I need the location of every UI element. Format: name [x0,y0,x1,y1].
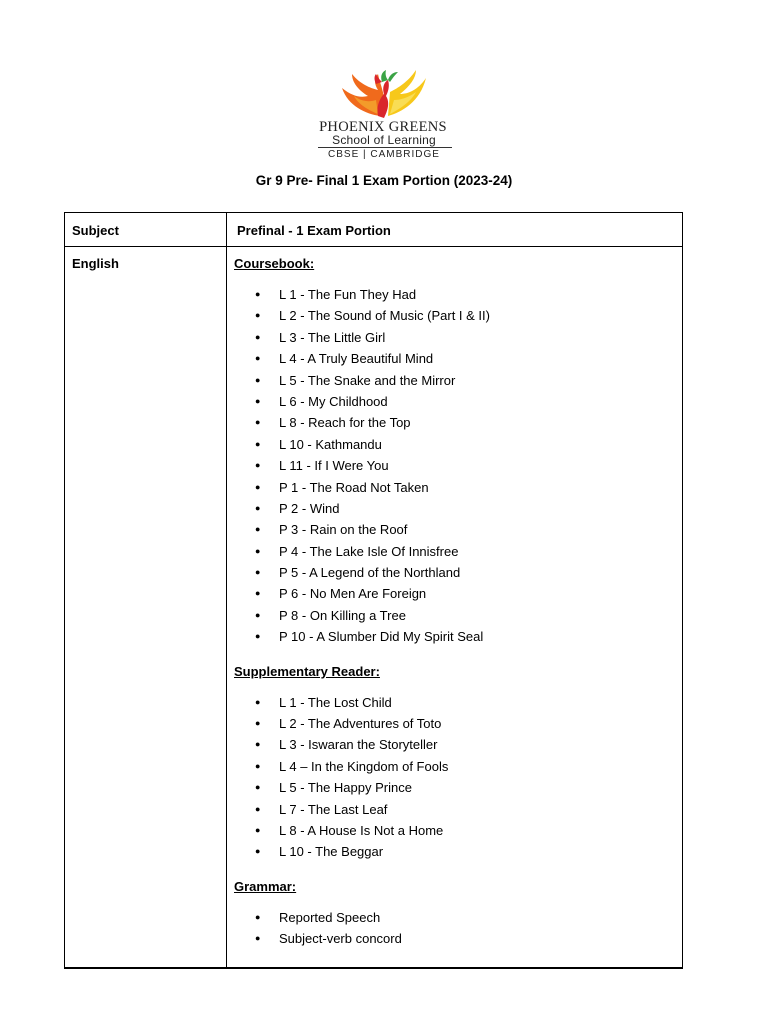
list-item: ● L 3 - Iswaran the Storyteller [234,734,490,755]
list-item: ● L 7 - The Last Leaf [234,799,490,820]
brand-divider [318,147,452,148]
list-item: ● L 1 - The Fun They Had [234,284,490,305]
phoenix-bird-icon [338,70,432,120]
header-divider [65,246,682,247]
list-item: ● P 4 - The Lake Isle Of Innisfree [234,541,490,562]
list-item: ● P 5 - A Legend of the Northland [234,562,490,583]
portion-table [64,212,683,969]
subject-cell: English [72,256,119,271]
list-item: ● L 3 - The Little Girl [234,327,490,348]
list-item: ● L 10 - The Beggar [234,841,490,862]
list-item: ● P 6 - No Men Are Foreign [234,583,490,604]
list-item: ● P 1 - The Road Not Taken [234,477,490,498]
list-item: ● L 4 – In the Kingdom of Fools [234,756,490,777]
brand-subtitle: School of Learning [332,133,436,147]
header-subject: Subject [72,223,119,238]
section-title-supplementary: Supplementary Reader: [234,663,380,679]
supplementary-list [234,692,490,863]
list-item: ● L 4 - A Truly Beautiful Mind [234,348,490,369]
document-title: Gr 9 Pre- Final 1 Exam Portion (2023-24) [255,173,513,188]
list-item: ● L 8 - Reach for the Top [234,412,490,433]
coursebook-list [234,284,490,648]
list-item: ● L 10 - Kathmandu [234,434,490,455]
portion-cell [234,256,490,950]
list-item: ● P 10 - A Slumber Did My Spirit Seal [234,626,490,647]
list-item: ● P 3 - Rain on the Roof [234,519,490,540]
section-title-grammar: Grammar: [234,878,297,894]
brand-name: PHOENIX GREENS [319,119,447,135]
list-item: ● P 8 - On Killing a Tree [234,605,490,626]
list-item: ● L 1 - The Lost Child [234,692,490,713]
section-title-coursebook: Coursebook: [234,256,315,271]
list-item: ● L 5 - The Happy Prince [234,777,490,798]
list-item: ● P 2 - Wind [234,498,490,519]
list-item: ● Reported Speech [234,907,490,928]
list-item: ● L 6 - My Childhood [234,391,490,412]
list-item: ● L 2 - The Sound of Music (Part I & II) [234,305,490,326]
list-item: ● Subject-verb concord [234,928,490,949]
brand-boards: CBSE | CAMBRIDGE [328,149,440,160]
column-divider [226,213,227,967]
list-item: ● L 2 - The Adventures of Toto [234,713,490,734]
grammar-list [234,907,490,950]
list-item: ● L 8 - A House Is Not a Home [234,820,490,841]
list-item: ● L 11 - If I Were You [234,455,490,476]
list-item: ● L 5 - The Snake and the Mirror [234,370,490,391]
header-portion: Prefinal - 1 Exam Portion [237,223,391,238]
